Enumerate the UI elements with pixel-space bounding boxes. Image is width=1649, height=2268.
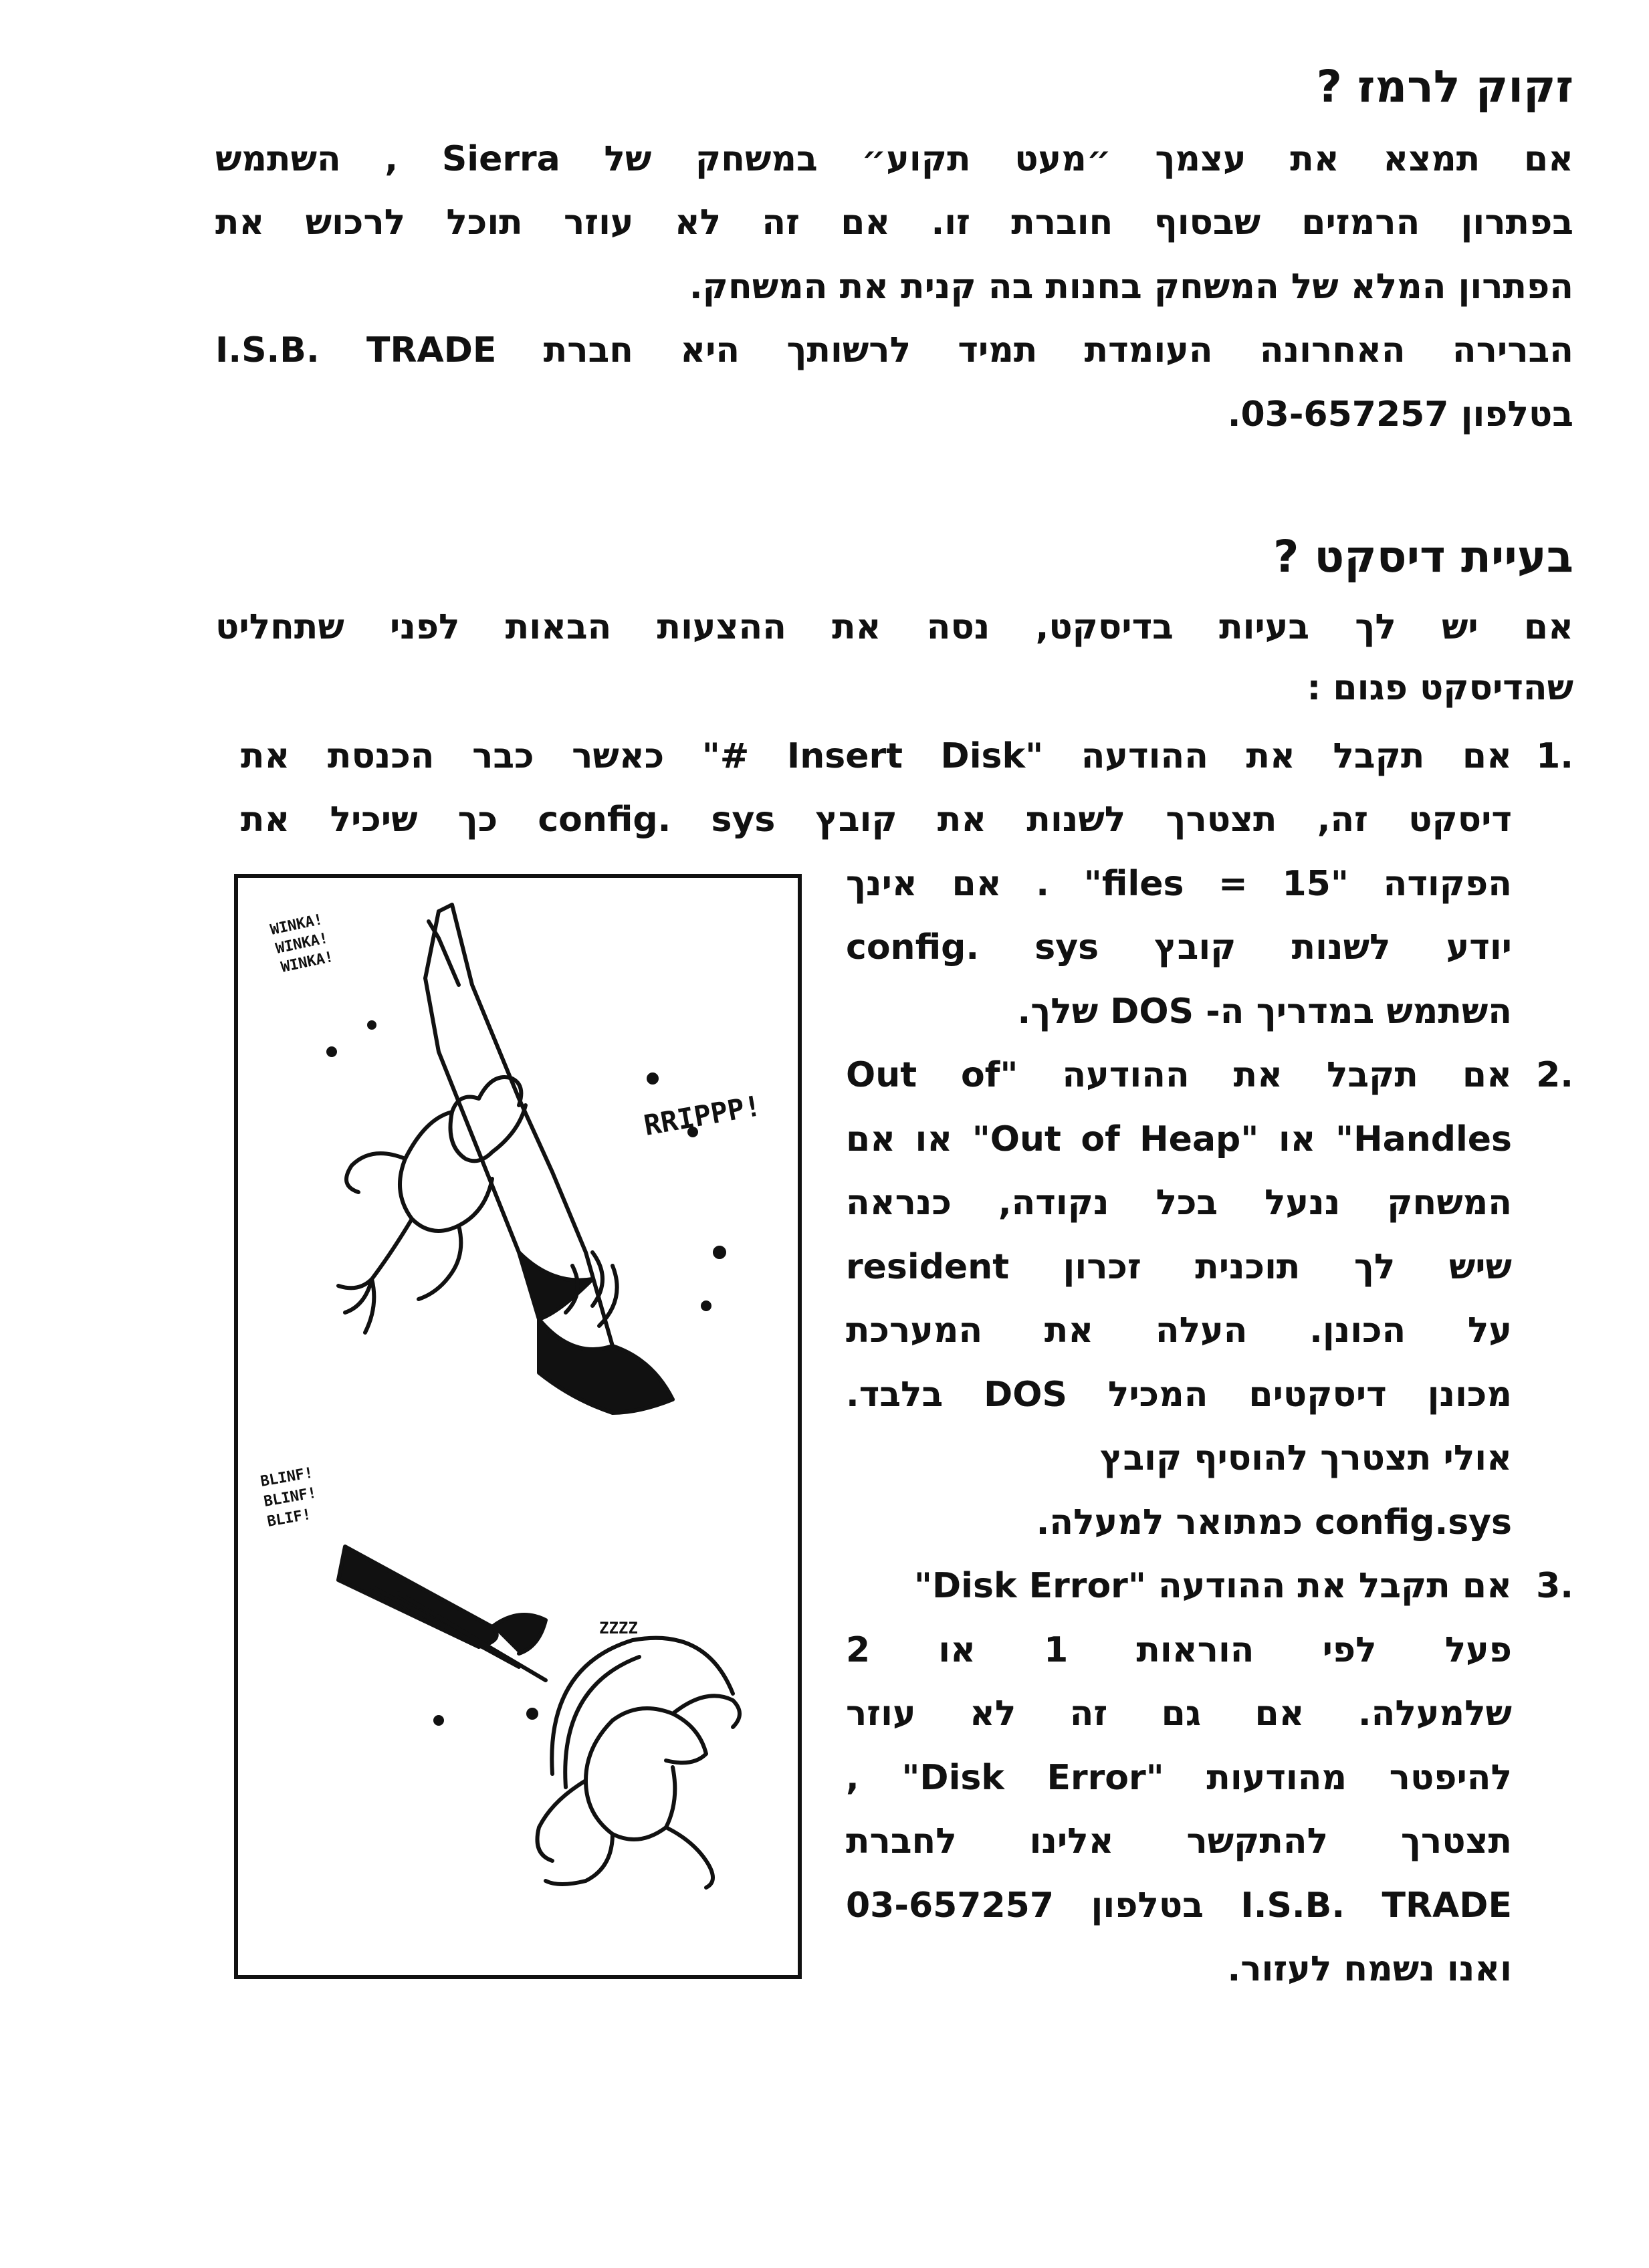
sfx-blinf-1: BLINF! <box>259 1464 315 1490</box>
sfx-winka-2: WINKA! <box>274 929 330 957</box>
list-item-line: מכונן דיסקטים המכיל DOS בלבד. <box>846 1375 1512 1415</box>
hint-paragraph-line: הברירה האחרונה העומדת תמיד לרשותך היא חברת I.S.B. TRADE <box>215 330 1573 370</box>
list-item-line: להיפטר מהודעות "Disk Error" , <box>846 1758 1512 1798</box>
disk-intro-line: אם יש לך בעיות בדיסקט, נסה את ההצעות הבאות לפני שתחליט <box>215 607 1573 647</box>
hint-paragraph-line: הפתרון המלא של המשחק בחנות בה קנית את המשחק. <box>689 267 1573 307</box>
list-item-number: 1. <box>1536 736 1573 776</box>
hint-heading: זקוק לרמז ? <box>1316 61 1573 112</box>
disk-intro-line: שהדיסקט פגום : <box>1307 668 1573 708</box>
disk-problem-heading: בעיית דיסקט ? <box>1273 531 1573 582</box>
list-item-line: שלמעלה. אם גם זה לא עוזר <box>846 1694 1512 1734</box>
list-item-line: תצטרך להתקשר אלינו לחברת <box>846 1821 1512 1861</box>
list-item-line: הפקודה "files = 15" . אם אינך <box>846 864 1512 904</box>
list-item-line: יודע לשנות קובץ config. sys <box>846 927 1512 968</box>
list-item-line: שיש לך תוכנית זכרון resident <box>846 1247 1512 1287</box>
hint-paragraph-line: בטלפון 03-657257. <box>1227 394 1573 435</box>
sfx-winka-1: WINKA! <box>269 911 324 939</box>
list-item-line: על הכונן. העלה את המערכת <box>846 1311 1512 1351</box>
list-item-number: 2. <box>1536 1055 1573 1095</box>
sfx-blinf-2: BLINF! <box>262 1484 318 1510</box>
list-item-number: 3. <box>1536 1566 1573 1606</box>
hint-paragraph-line: בפתרון הרמזים שבסוף חוברת זו. אם זה לא עוזר תוכל לרכוש את <box>215 203 1573 243</box>
list-item-line: ואנו נשמח לעזור. <box>1227 1949 1512 1989</box>
list-item-line: config.sys כמתואר למעלה. <box>1036 1502 1512 1543</box>
cartoon-illustration <box>234 874 802 1979</box>
top-cartoon-scene <box>269 905 764 1413</box>
list-item-line: המשחק ננעל בכל נקודה, כנראה <box>846 1183 1512 1223</box>
list-item-line: אולי תצטרך להוסיף קובץ <box>1100 1438 1512 1478</box>
hint-paragraph-line: אם תמצא את עצמך ״מעט תקוע״ במשחק של Sierra , השתמש <box>215 139 1574 179</box>
list-item-line: I.S.B. TRADE בטלפון 03-657257 <box>846 1886 1512 1926</box>
list-item-line: אם תקבל את ההודעה "Disk Error" <box>913 1566 1512 1606</box>
list-item-line: דיסקט זה, תצטרך לשנות את קובץ config. sys כך שיכיל את <box>241 800 1512 840</box>
sfx-blif: BLIF! <box>265 1506 313 1530</box>
list-item-line: השתמש במדריך ה- DOS שלך. <box>1017 992 1512 1032</box>
bottom-cartoon-scene <box>259 1464 740 1888</box>
list-item-line: פעל לפי הוראות 1 או 2 <box>846 1630 1512 1670</box>
list-item-line: אם תקבל את ההודעה "Insert Disk #" כאשר כבר הכנסת את <box>241 736 1512 776</box>
cartoon-drawing <box>238 878 798 1975</box>
sfx-winka-3: WINKA! <box>280 948 335 976</box>
sfx-rip: RRIPPP! <box>641 1089 764 1142</box>
list-item-line: Handles" או "Out of Heap" או אם <box>846 1119 1512 1159</box>
sfx-zzz: ZZZZ <box>599 1619 638 1637</box>
list-item-line: אם תקבל את ההודעה "Out of <box>846 1055 1512 1095</box>
